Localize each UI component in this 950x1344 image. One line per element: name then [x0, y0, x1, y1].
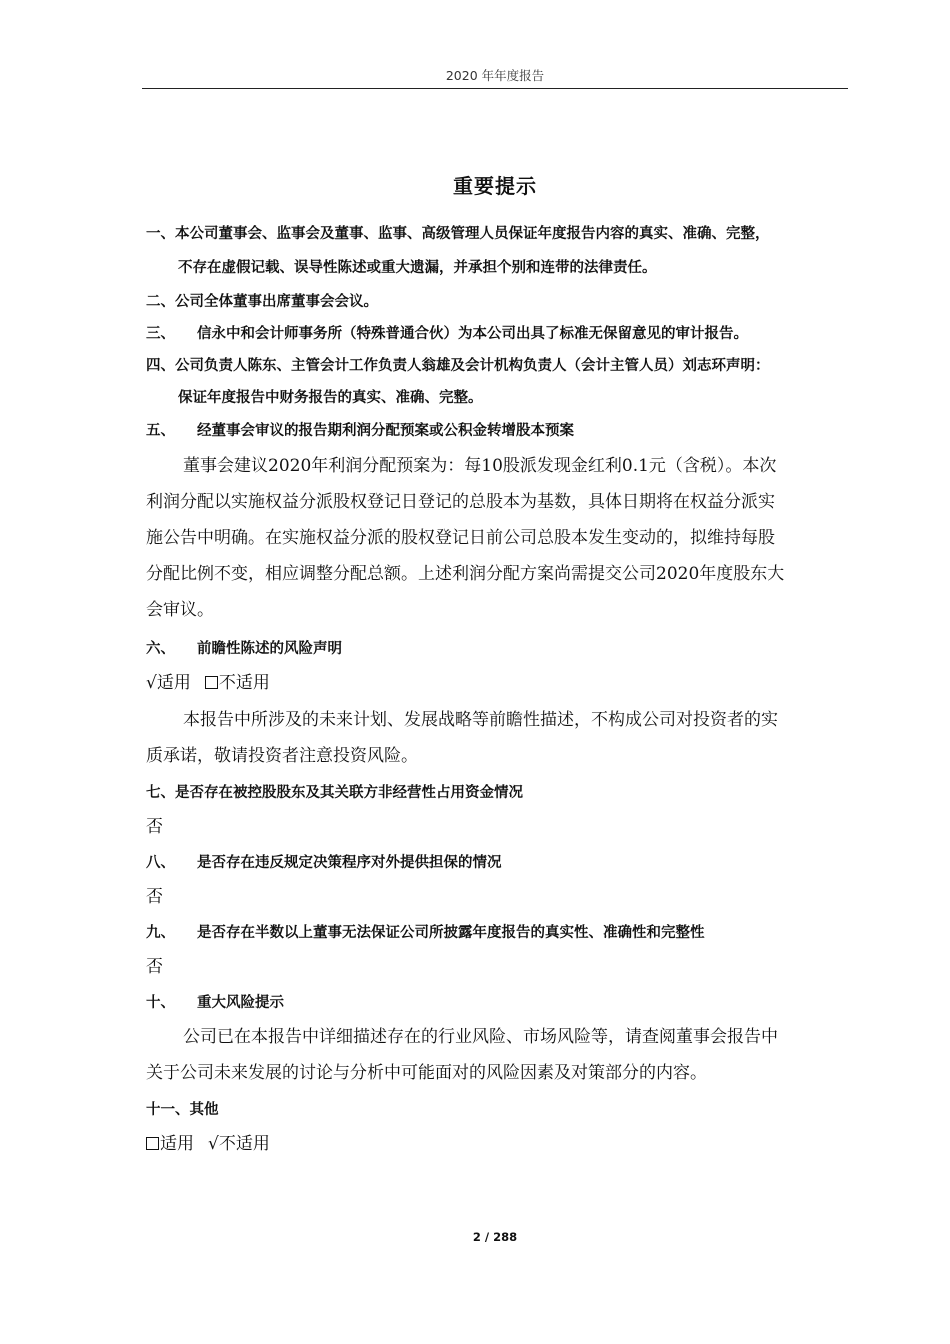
item-10-paragraph-line: 关于公司未来发展的讨论与分析中可能面对的风险因素及对策部分的内容。 [146, 1063, 707, 1083]
item-6-number: 六、 [146, 641, 175, 657]
item-10-text: 重大风险提示 [197, 995, 284, 1011]
item-7 [146, 781, 523, 802]
item-11-not-applicable-checked: √不适用 [208, 1134, 270, 1154]
item-3 [146, 322, 748, 343]
item-11-applicable-checkbox [146, 1137, 159, 1150]
item-11 [146, 1098, 219, 1119]
item-5-paragraph-line: 董事会建议2020年利润分配预案为：每10股派发现金红利0.1元（含税）。本次 [183, 456, 777, 476]
item-1-continuation: 不存在虚假记载、误导性陈述或重大遗漏，并承担个别和连带的法律责任。 [178, 260, 657, 276]
item-8-answer: 否 [146, 887, 163, 907]
item-4-text: 公司负责人陈东、主管会计工作负责人翁雄及会计机构负责人（会计主管人员）刘志环声明： [175, 358, 770, 374]
item-3-text: 信永中和会计师事务所（特殊普通合伙）为本公司出具了标准无保留意见的审计报告。 [197, 326, 748, 342]
header-divider [142, 88, 848, 89]
item-2-text: 公司全体董事出席董事会会议。 [175, 294, 378, 310]
item-7-answer: 否 [146, 817, 163, 837]
item-11-applicable-label: 适用 [160, 1134, 194, 1154]
item-1-number: 一、 [146, 226, 175, 242]
item-1 [146, 222, 770, 243]
item-6-not-applicable-checkbox [205, 676, 218, 689]
item-5-paragraph-line: 会审议。 [146, 600, 214, 620]
item-2-number: 二、 [146, 294, 175, 310]
item-2 [146, 290, 378, 311]
item-10-number: 十、 [146, 995, 175, 1011]
item-4-continuation: 保证年度报告中财务报告的真实、准确、完整。 [178, 390, 483, 406]
item-5-paragraph-line: 分配比例不变，相应调整分配总额。上述利润分配方案尚需提交公司2020年度股东大 [146, 564, 785, 584]
item-6 [146, 637, 342, 658]
item-8-text: 是否存在违反规定决策程序对外提供担保的情况 [197, 855, 502, 871]
item-11-applicability [146, 1129, 270, 1154]
item-6-applicable-checked: √适用 [146, 673, 191, 693]
item-9 [146, 921, 705, 942]
item-7-number: 七、 [146, 785, 175, 801]
page-number: 2 / 288 [472, 1230, 518, 1244]
item-9-answer: 否 [146, 957, 163, 977]
item-3-number: 三、 [146, 326, 175, 342]
item-5-text: 经董事会审议的报告期利润分配预案或公积金转增股本预案 [197, 423, 574, 439]
item-4-number: 四、 [146, 358, 175, 374]
item-9-number: 九、 [146, 925, 175, 941]
item-8-number: 八、 [146, 855, 175, 871]
item-10-paragraph-line: 公司已在本报告中详细描述存在的行业风险、市场风险等，请查阅董事会报告中 [183, 1027, 778, 1047]
item-9-text: 是否存在半数以上董事无法保证公司所披露年度报告的真实性、准确性和完整性 [197, 925, 705, 941]
item-5-paragraph-line: 利润分配以实施权益分派股权登记日登记的总股本为基数，具体日期将在权益分派实 [146, 492, 775, 512]
item-6-text: 前瞻性陈述的风险声明 [197, 641, 342, 657]
item-6-not-applicable-label: 不适用 [218, 673, 270, 693]
item-5 [146, 419, 574, 440]
item-8 [146, 851, 502, 872]
item-1-text: 本公司董事会、监事会及董事、监事、高级管理人员保证年度报告内容的真实、准确、完整， [175, 226, 770, 242]
item-6-paragraph-line: 本报告中所涉及的未来计划、发展战略等前瞻性描述，不构成公司对投资者的实 [183, 710, 778, 730]
item-7-text: 是否存在被控股股东及其关联方非经营性占用资金情况 [175, 785, 523, 801]
item-11-text: 其他 [189, 1102, 219, 1118]
item-5-number: 五、 [146, 423, 175, 439]
item-10 [146, 991, 284, 1012]
item-6-applicability [146, 668, 270, 693]
item-5-paragraph-line: 施公告中明确。在实施权益分派的股权登记日前公司总股本发生变动的，拟维持每股 [146, 528, 775, 548]
item-4 [146, 354, 770, 375]
item-11-number: 十一、 [146, 1102, 190, 1118]
item-6-paragraph-line: 质承诺，敬请投资者注意投资风险。 [146, 746, 418, 766]
page-title: 重要提示 [453, 174, 537, 198]
report-header: 2020 年年度报告 [445, 68, 545, 83]
